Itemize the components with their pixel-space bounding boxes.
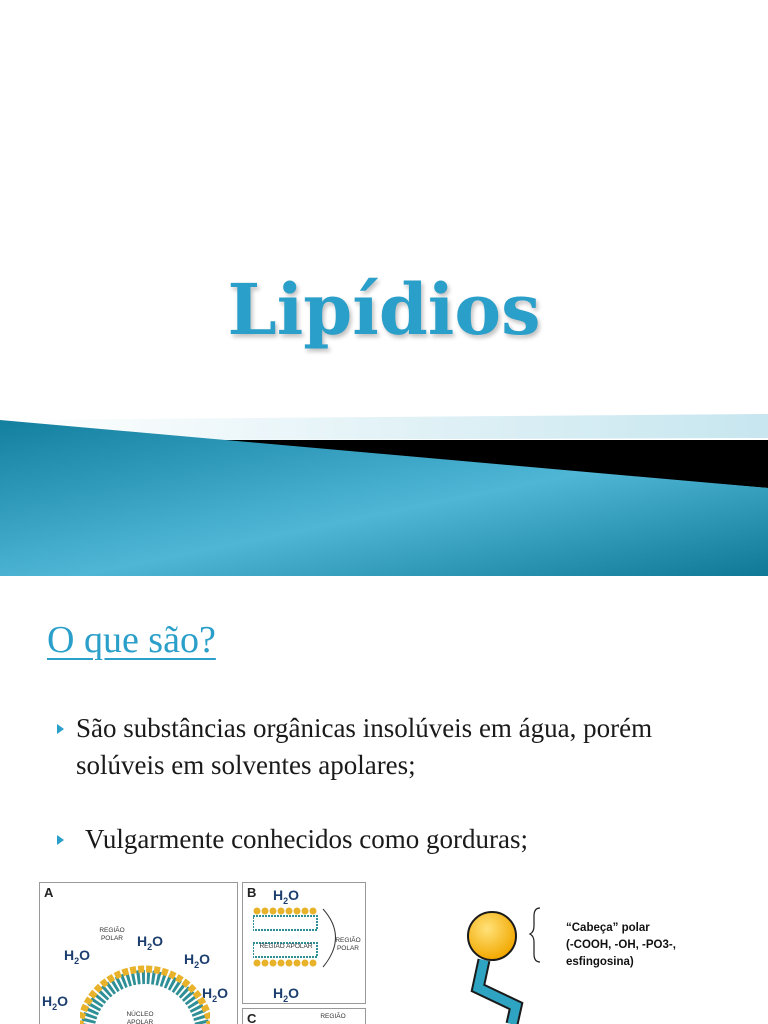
h2o-label: $H_2O$ xyxy=(273,985,300,1004)
brace-icon xyxy=(530,908,540,962)
panel-b-letter: B xyxy=(247,885,257,900)
polar-head-label-line: “Cabeça” polar xyxy=(566,922,650,934)
h2o-label: $H_2O$ xyxy=(64,947,91,966)
decorative-band xyxy=(0,400,768,576)
polar-head-label-line: (-COOH, -OH, -PO3-, xyxy=(566,939,676,951)
panel-c-letter: C xyxy=(247,1011,257,1024)
panel-a-core-label: NÚCLEO APOLAR xyxy=(126,1011,154,1024)
h2o-label: $H_2O$ xyxy=(273,887,300,906)
panel-b-apolar-label: REGIÃO APOLAR xyxy=(259,943,313,950)
bullet-text: São substâncias orgânicas insolúveis em água, porém solúveis em solventes apolares; xyxy=(76,713,653,780)
bullet-arrow-icon xyxy=(57,835,64,845)
panel-c-diagram xyxy=(242,1008,366,1024)
bullet-item xyxy=(57,821,528,858)
panel-b-polar-label: REGIÃO POLAR xyxy=(335,937,361,952)
lipid-molecule-graphic xyxy=(460,906,560,1024)
h2o-label: $H_2O$ xyxy=(184,951,211,970)
polar-head-label xyxy=(566,920,676,971)
slide-heading: O que são? xyxy=(47,619,216,661)
h2o-label: $H_2O$ xyxy=(137,933,164,952)
content-slide xyxy=(0,576,768,1024)
bullet-arrow-icon xyxy=(57,724,64,734)
bullet-text: Vulgarmente conhecidos como gorduras; xyxy=(85,824,528,854)
panel-a-polar-label: REGIÃO POLAR xyxy=(99,927,125,942)
panel-c-polar-label: REGIÃO xyxy=(320,1013,346,1020)
h2o-label: $H_2O$ xyxy=(202,985,229,1004)
bilayer-diagram xyxy=(242,882,366,1004)
polar-head-icon xyxy=(468,912,516,960)
bullet-item xyxy=(57,710,716,784)
h2o-label: $H_2O$ xyxy=(42,993,69,1012)
polar-head-label-line: esfingosina) xyxy=(566,956,634,968)
micelle-diagram xyxy=(39,882,238,1024)
slide-title: Lipídios xyxy=(227,268,541,351)
panel-a-letter: A xyxy=(44,885,54,900)
